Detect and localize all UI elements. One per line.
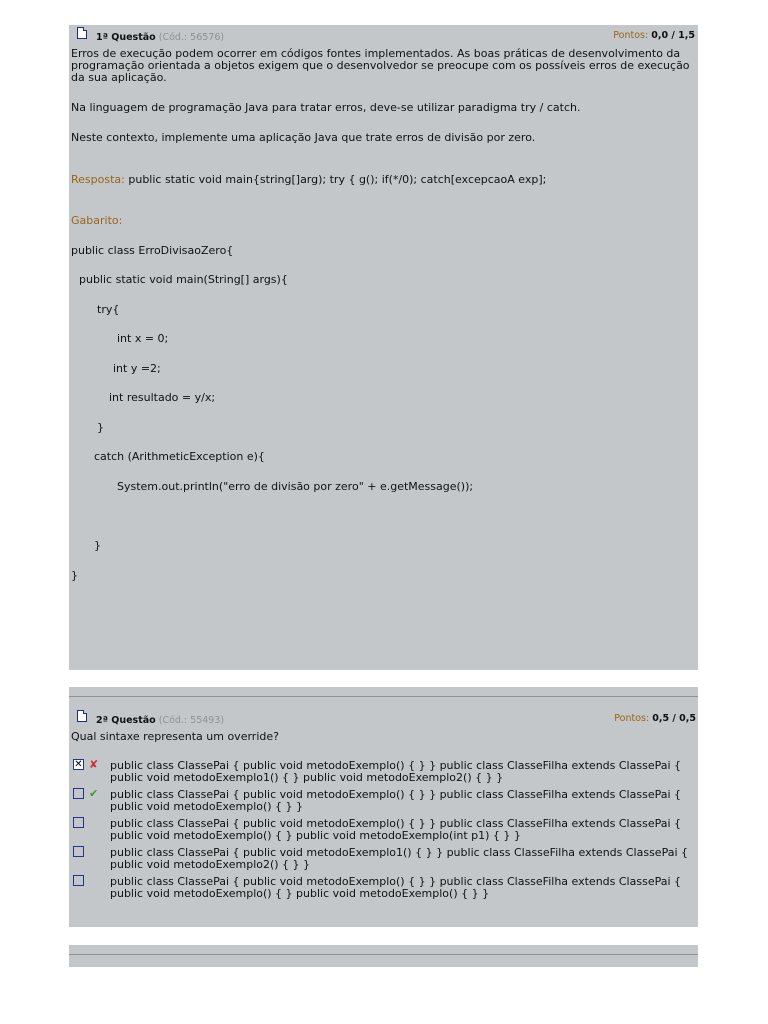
option-line: public void metodoExemplo() { } public void metodoExemplo() { } } — [110, 887, 490, 900]
code-line: System.out.println("erro de divisão por zero" + e.getMessage()); — [117, 480, 474, 493]
option-line: public class ClassePai { public void metodoExemplo1() { } } public class ClasseFilha extends ClassePai { — [110, 846, 689, 859]
question-1-title: 1ª Questão — [96, 32, 156, 43]
question-1-code: (Cód.: 56576) — [158, 32, 225, 43]
option-line: public void metodoExemplo() { } } — [110, 800, 304, 813]
document-icon — [77, 27, 87, 39]
code-line: catch (ArithmeticException e){ — [94, 450, 265, 463]
code-line: try{ — [97, 303, 120, 316]
statement-line: Erros de execução podem ocorrer em códigos fontes implementados. As boas práticas de desenvolvimento da — [71, 47, 681, 60]
option-line: public void metodoExemplo2() { } } — [110, 858, 311, 871]
code-line: public static void main(String[] args){ — [79, 273, 288, 286]
statement-line: da sua aplicação. — [71, 71, 167, 84]
option-1-checkbox[interactable]: ✕ — [74, 759, 83, 770]
option-line: public class ClassePai { public void metodoExemplo() { } } public class ClasseFilha extends ClassePai { — [110, 817, 682, 830]
answer-text: public static void main{string[]arg); try { g(); if(*/0); catch[excepcaoA exp]; — [128, 173, 547, 186]
question-1-points — [613, 30, 695, 41]
question-2-text: Qual sintaxe representa um override? — [71, 730, 279, 743]
divider — [69, 696, 698, 697]
question-1-header — [96, 32, 224, 43]
option-2-text[interactable] — [110, 789, 681, 813]
question-2-title: 2ª Questão — [96, 715, 156, 726]
option-5-checkbox[interactable] — [73, 875, 84, 886]
code-line: int resultado = y/x; — [109, 391, 216, 404]
points-label: Pontos: — [614, 713, 650, 724]
code-line: public class ErroDivisaoZero{ — [71, 244, 234, 257]
option-4-checkbox[interactable] — [73, 846, 84, 857]
option-5-text[interactable] — [110, 876, 681, 900]
option-line: public class ClassePai { public void metodoExemplo() { } } public class ClasseFilha extends ClassePai { — [110, 788, 682, 801]
wrong-mark-icon: ✘ — [89, 758, 99, 771]
question-2-points — [614, 713, 696, 724]
option-line: public void metodoExemplo1() { } public void metodoExemplo2() { } } — [110, 771, 504, 784]
code-line: } — [71, 569, 78, 582]
code-line: } — [97, 421, 104, 434]
question-2-panel — [69, 687, 698, 927]
code-line: int x = 0; — [117, 332, 169, 345]
option-2-checkbox[interactable] — [73, 788, 84, 799]
question-1-panel — [69, 25, 698, 670]
answer-label: Resposta: — [71, 173, 125, 186]
question-3-panel-top — [69, 945, 698, 967]
statement-line: programação orientada a objetos exigem que o desenvolvedor se preocupe com os possíveis erros de execução — [71, 59, 690, 72]
question-1-statement — [71, 48, 690, 84]
points-label: Pontos: — [613, 30, 649, 41]
question-1-paragraph-3: Neste contexto, implemente uma aplicação Java que trate erros de divisão por zero. — [71, 131, 536, 144]
option-1-text[interactable] — [110, 760, 681, 784]
divider — [69, 954, 698, 955]
code-line: } — [94, 539, 101, 552]
question-2-header — [96, 715, 224, 726]
document-icon — [77, 710, 87, 722]
option-3-checkbox[interactable] — [73, 817, 84, 828]
answer-row — [71, 174, 546, 186]
option-line: public class ClassePai { public void metodoExemplo() { } } public class ClasseFilha extends ClassePai { — [110, 759, 682, 772]
option-4-text[interactable] — [110, 847, 688, 871]
points-value: 0,5 / 0,5 — [652, 713, 696, 724]
option-3-text[interactable] — [110, 818, 681, 842]
question-1-paragraph-2: Na linguagem de programação Java para tratar erros, deve-se utilizar paradigma try / catch. — [71, 101, 581, 114]
option-line: public void metodoExemplo() { } public void metodoExemplo(int p1) { } } — [110, 829, 521, 842]
points-value: 0,0 / 1,5 — [651, 30, 695, 41]
option-line: public class ClassePai { public void metodoExemplo() { } } public class ClasseFilha extends ClassePai { — [110, 875, 682, 888]
correct-mark-icon: ✔ — [89, 787, 99, 800]
code-line: int y =2; — [113, 362, 161, 375]
question-2-code: (Cód.: 55493) — [158, 715, 225, 726]
key-label: Gabarito: — [71, 214, 123, 227]
